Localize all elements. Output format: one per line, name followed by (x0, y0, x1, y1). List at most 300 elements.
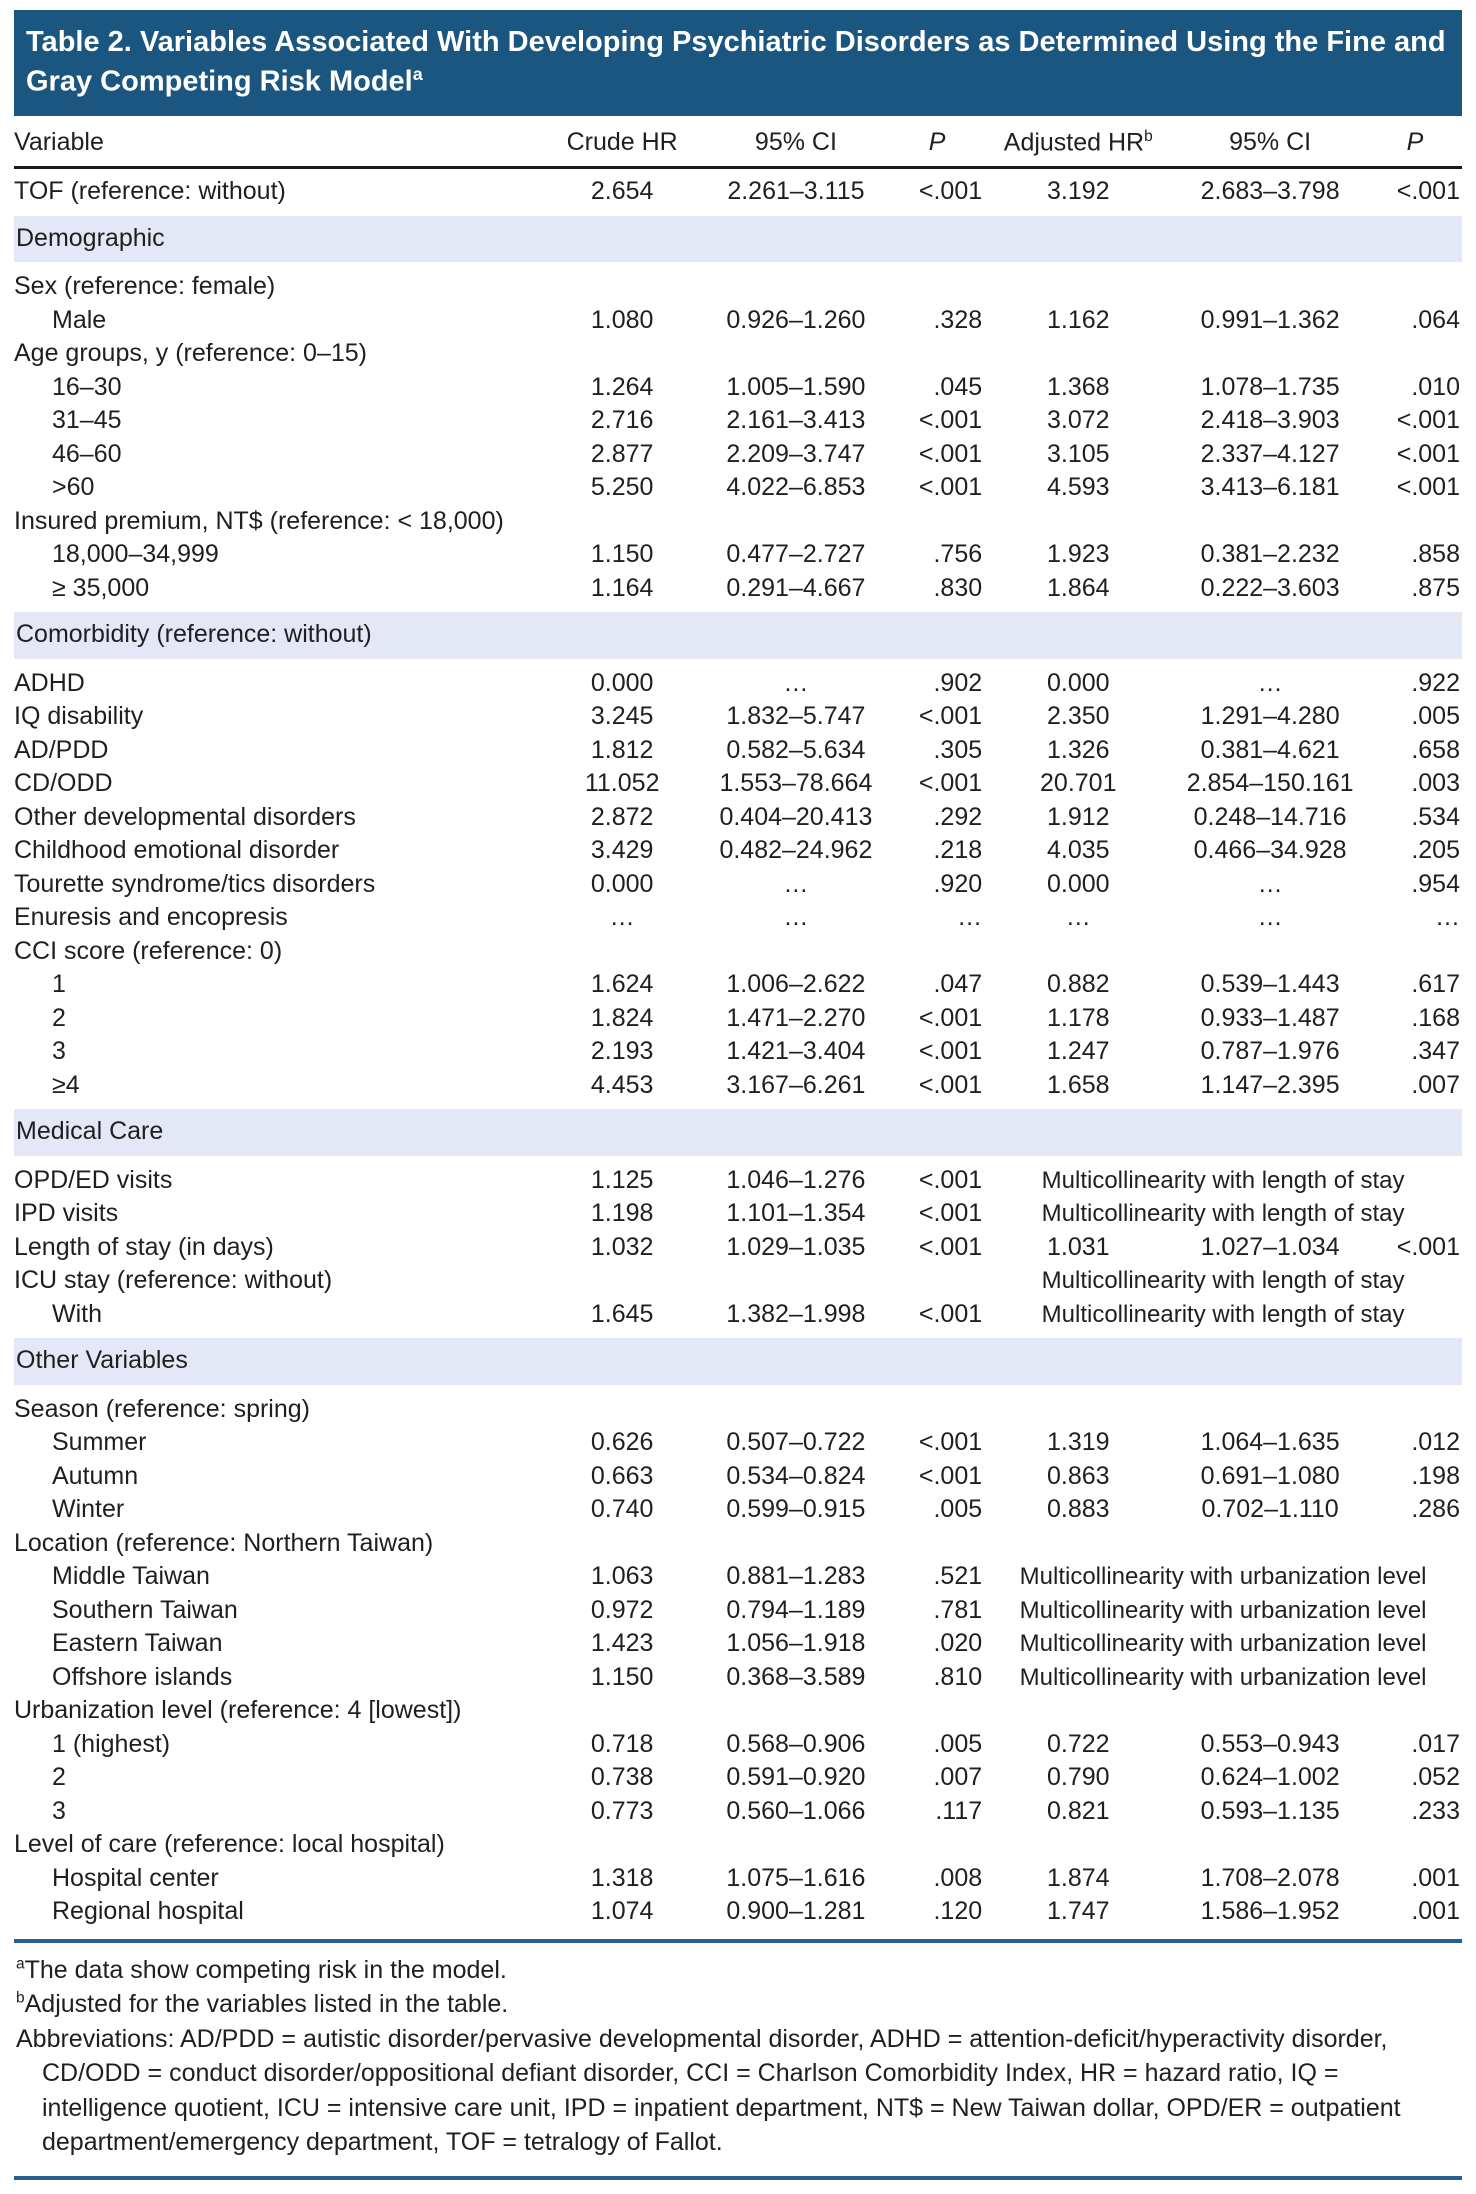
row-label: CCI score (reference: 0) (14, 936, 283, 965)
row-label: Season (reference: spring) (14, 1394, 310, 1423)
row-label: 16–30 (52, 372, 122, 401)
value-cell: 0.900–1.281 (726, 1897, 866, 1926)
value-cell: 0.560–1.066 (726, 1796, 866, 1825)
value-cell (702, 1264, 890, 1298)
value-cell: 1.319 (1046, 1428, 1110, 1457)
row-label: 2 (52, 1763, 66, 1792)
value-cell: <.001 (918, 1461, 983, 1490)
value-cell: <.001 (918, 1232, 983, 1261)
table-row (14, 734, 1462, 768)
row-label: With (52, 1299, 102, 1328)
section-label: Other Variables (14, 1335, 1462, 1389)
value-cell: 1.824 (590, 1003, 654, 1032)
table-row (14, 168, 1462, 213)
value-cell: <.001 (918, 1428, 983, 1457)
value-cell: <.001 (1396, 439, 1460, 468)
footnote-b-marker: b (16, 1989, 25, 2007)
table-row (14, 1828, 1462, 1862)
value-cell: 1.553–78.664 (719, 769, 873, 798)
value-cell: 1.864 (1046, 573, 1110, 602)
table-row (14, 767, 1462, 801)
row-label: IQ disability (14, 702, 144, 731)
value-cell: 1.421–3.404 (726, 1037, 866, 1066)
value-cell: 0.702–1.110 (1201, 1495, 1339, 1524)
value-cell: .658 (1411, 735, 1460, 764)
value-cell: 1.368 (1046, 372, 1110, 401)
value-cell: 0.582–5.634 (726, 735, 866, 764)
column-header-p-crude: P (890, 116, 984, 168)
value-cell: 1.075–1.616 (726, 1863, 866, 1892)
value-cell: .005 (1411, 702, 1460, 731)
value-cell: 0.738 (590, 1763, 654, 1792)
row-label: OPD/ED visits (14, 1165, 173, 1194)
value-cell: 1.198 (590, 1199, 654, 1228)
value-cell: .305 (933, 735, 983, 764)
value-cell: 0.624–1.002 (1200, 1763, 1340, 1792)
value-cell: 2.209–3.747 (726, 439, 866, 468)
value-cell: 0.663 (590, 1461, 654, 1490)
value-cell: 2.877 (590, 439, 654, 468)
table-row (14, 1264, 1462, 1298)
value-cell: .005 (933, 1495, 983, 1524)
value-cell: 0.222–3.603 (1200, 573, 1340, 602)
row-label: 31–45 (52, 406, 122, 435)
value-cell: .120 (933, 1897, 983, 1926)
value-cell: 1.318 (590, 1863, 654, 1892)
value-cell: … (783, 869, 809, 898)
value-cell: 0.863 (1046, 1461, 1110, 1490)
value-cell: 1.056–1.918 (726, 1629, 866, 1658)
table-row (14, 1862, 1462, 1896)
value-cell: 11.052 (584, 769, 660, 798)
table-row (14, 1493, 1462, 1527)
table-row (14, 968, 1462, 1002)
row-label: Regional hospital (52, 1897, 244, 1926)
row-label: Middle Taiwan (52, 1562, 210, 1591)
value-cell: .781 (933, 1595, 983, 1624)
value-cell: 0.534–0.824 (726, 1461, 866, 1490)
footnote-abbreviations: Abbreviations: AD/PDD = autistic disorder/pervasive developmental disorder, ADHD = attention-deficit/hyperactivity disorder, CD/ODD = conduct disorder/oppositional defiant disorder, CCI = Charlson Comorbidity Index, HR = hazard ratio, IQ = intelligence quotient, ICU = intensive care unit, IPD = inpatient department, NT$ = New Taiwan dollar, OPD/ER = outpatient department/emergency department, TOF = tetralogy of Fallot. (16, 2024, 1401, 2157)
row-label: ≥ 35,000 (52, 573, 150, 602)
value-cell: … (783, 903, 809, 932)
value-cell: .001 (1411, 1897, 1460, 1926)
value-cell: <.001 (918, 1299, 983, 1328)
value-cell: 3.245 (590, 702, 654, 731)
row-label: Southern Taiwan (52, 1595, 238, 1624)
value-cell: .020 (933, 1629, 983, 1658)
value-cell: 1.147–2.395 (1200, 1070, 1340, 1099)
value-cell: <.001 (918, 702, 983, 731)
section-label: Demographic (14, 212, 1462, 266)
table-row (14, 1527, 1462, 1561)
value-cell: 0.626 (590, 1428, 654, 1457)
row-label: Sex (reference: female) (14, 272, 276, 301)
table-row (14, 1895, 1462, 1929)
table-row (14, 1795, 1462, 1829)
table-row (14, 505, 1462, 539)
value-cell: 1.162 (1046, 305, 1110, 334)
value-cell: .007 (933, 1763, 983, 1792)
section-label: Medical Care (14, 1106, 1462, 1160)
table-row (14, 1298, 1462, 1335)
value-cell: 0.466–34.928 (1193, 836, 1347, 865)
value-cell: 1.586–1.952 (1200, 1897, 1340, 1926)
table-row (14, 1035, 1462, 1069)
value-cell: 1.006–2.622 (726, 970, 866, 999)
column-header-adjusted-hr: Adjusted $HR^b$ (984, 116, 1172, 168)
multicollinearity-note: Multicollinearity with urbanization level (1019, 1630, 1427, 1658)
section-row (14, 212, 1462, 266)
value-cell: 1.812 (590, 735, 654, 764)
row-label: Other developmental disorders (14, 802, 356, 831)
table-row (14, 1231, 1462, 1265)
row-label: Age groups, y (reference: 0–15) (14, 339, 367, 368)
row-label: 3 (52, 1796, 66, 1825)
value-cell: … (783, 668, 809, 697)
value-cell: .756 (933, 540, 983, 569)
value-cell: 4.022–6.853 (726, 473, 866, 502)
table-row (14, 471, 1462, 505)
value-cell: 2.193 (590, 1037, 654, 1066)
value-cell: 0.740 (590, 1495, 654, 1524)
value-cell: 0.482–24.962 (719, 836, 873, 865)
table-row (14, 1389, 1462, 1427)
value-cell: <.001 (918, 1003, 983, 1032)
value-cell: … (957, 903, 983, 932)
value-cell: 1.046–1.276 (726, 1165, 866, 1194)
value-cell: .292 (933, 802, 983, 831)
table-row (14, 1426, 1462, 1460)
value-cell: 0.933–1.487 (1200, 1003, 1340, 1032)
value-cell: 2.854–150.161 (1186, 769, 1354, 798)
table-title-bar (14, 10, 1462, 116)
value-cell: <.001 (1396, 177, 1460, 206)
table-header-row (14, 116, 1462, 168)
row-label: Urbanization level (reference: 4 [lowest]) (14, 1696, 462, 1725)
table-row (14, 935, 1462, 969)
column-header-ci95-adjusted: 95% CI (1172, 116, 1367, 168)
table-row (14, 1694, 1462, 1728)
table-title: Table 2. Variables Associated With Developing Psychiatric Disorders as Determined Using the Fine and Gray Competing Risk Model (26, 26, 1446, 98)
table-row (14, 1661, 1462, 1695)
value-cell: 1.747 (1046, 1897, 1110, 1926)
value-cell: .286 (1411, 1495, 1460, 1524)
value-cell: .902 (933, 668, 983, 697)
value-cell: 1.074 (590, 1897, 654, 1926)
row-label: 2 (52, 1003, 66, 1032)
value-cell: .858 (1411, 540, 1460, 569)
value-cell: 1.063 (590, 1562, 654, 1591)
empty-cells (543, 266, 1462, 304)
value-cell: .875 (1411, 573, 1460, 602)
value-cell: 0.248–14.716 (1193, 802, 1347, 831)
table-row (14, 1560, 1462, 1594)
value-cell: 0.882 (1046, 970, 1110, 999)
value-cell: .198 (1411, 1461, 1460, 1490)
value-cell: 0.000 (1046, 869, 1110, 898)
section-label: Comorbidity (reference: without) (14, 609, 1462, 663)
table-row (14, 868, 1462, 902)
value-cell: .617 (1411, 970, 1460, 999)
value-cell: 0.591–0.920 (726, 1763, 866, 1792)
footnotes (14, 1939, 1462, 2180)
row-label: Length of stay (in days) (14, 1232, 274, 1261)
value-cell: <.001 (918, 406, 983, 435)
value-cell: <.001 (918, 1037, 983, 1066)
value-cell: .017 (1411, 1729, 1460, 1758)
value-cell: <.001 (1396, 1232, 1460, 1261)
row-label: Level of care (reference: local hospital) (14, 1830, 445, 1859)
row-label: 1 (52, 970, 66, 999)
table-row (14, 538, 1462, 572)
value-cell: 2.654 (590, 177, 654, 206)
adjusted-hr-footnote-marker: b (1144, 127, 1153, 145)
value-cell: 0.477–2.727 (726, 540, 866, 569)
value-cell: 4.593 (1046, 473, 1110, 502)
value-cell: … (609, 903, 635, 932)
value-cell: .922 (1411, 668, 1460, 697)
value-cell: 2.261–3.115 (727, 177, 865, 206)
value-cell: 0.794–1.189 (726, 1595, 866, 1624)
value-cell: 1.471–2.270 (726, 1003, 866, 1032)
value-cell: <.001 (918, 473, 983, 502)
row-label: Insured premium, NT$ (reference: < 18,000) (14, 506, 504, 535)
value-cell: <.001 (1396, 406, 1460, 435)
value-cell: 1.247 (1046, 1037, 1110, 1066)
value-cell: 3.072 (1046, 406, 1110, 435)
value-cell: 1.178 (1046, 1003, 1110, 1032)
value-cell: 1.624 (590, 970, 654, 999)
value-cell: <.001 (918, 1165, 983, 1194)
value-cell: 20.701 (1040, 769, 1117, 798)
value-cell (890, 1264, 984, 1298)
table-body (14, 168, 1462, 1929)
value-cell: 1.382–1.998 (726, 1299, 866, 1328)
column-header-ci95-crude: 95% CI (702, 116, 890, 168)
value-cell: 2.716 (590, 406, 654, 435)
value-cell: 0.718 (590, 1729, 654, 1758)
value-cell: 1.658 (1046, 1070, 1110, 1099)
value-cell: 3.192 (1046, 177, 1110, 206)
value-cell: 0.539–1.443 (1200, 970, 1340, 999)
value-cell: <.001 (1396, 473, 1460, 502)
value-cell: 0.821 (1046, 1796, 1110, 1825)
value-cell: .830 (933, 573, 983, 602)
value-cell: 1.164 (590, 573, 654, 602)
value-cell: 0.381–2.232 (1200, 540, 1340, 569)
table-row (14, 1069, 1462, 1106)
value-cell: 0.291–4.667 (726, 573, 866, 602)
row-label: Eastern Taiwan (52, 1629, 223, 1658)
value-cell (543, 1264, 702, 1298)
value-cell: 1.708–2.078 (1200, 1863, 1340, 1892)
value-cell: 2.418–3.903 (1200, 406, 1340, 435)
value-cell: 0.593–1.135 (1200, 1796, 1340, 1825)
value-cell: 0.881–1.283 (726, 1562, 866, 1591)
value-cell: 0.926–1.260 (726, 305, 866, 334)
value-cell: .007 (1411, 1070, 1460, 1099)
value-cell: .347 (1411, 1037, 1460, 1066)
value-cell: … (1257, 903, 1283, 932)
table-row (14, 1002, 1462, 1036)
value-cell: .005 (933, 1729, 983, 1758)
column-header-p-adjusted: P (1368, 116, 1462, 168)
value-cell: 0.381–4.621 (1200, 735, 1340, 764)
row-label: Location (reference: Northern Taiwan) (14, 1528, 434, 1557)
row-label: Winter (52, 1495, 125, 1524)
row-label: ICU stay (reference: without) (14, 1266, 333, 1295)
footnote-a-marker: a (16, 1955, 25, 1973)
row-label: Enuresis and encopresis (14, 903, 288, 932)
value-cell: 1.423 (590, 1629, 654, 1658)
multicollinearity-note: Multicollinearity with urbanization level (1019, 1663, 1427, 1691)
value-cell: 0.000 (590, 869, 654, 898)
empty-cells (543, 1389, 1462, 1427)
value-cell: 0.883 (1046, 1495, 1110, 1524)
value-cell: 1.005–1.590 (726, 372, 866, 401)
multicollinearity-note: Multicollinearity with length of stay (1041, 1200, 1405, 1228)
table-row (14, 801, 1462, 835)
value-cell: … (1257, 869, 1283, 898)
value-cell: .920 (933, 869, 983, 898)
column-header-crude-hr: Crude HR (543, 116, 702, 168)
footnote-a: $^a$The data show competing risk in the model. (16, 1955, 507, 1984)
value-cell: 0.000 (590, 668, 654, 697)
value-cell: 5.250 (590, 473, 654, 502)
value-cell: <.001 (918, 769, 983, 798)
value-cell: .810 (933, 1662, 983, 1691)
value-cell: 0.507–0.722 (726, 1428, 866, 1457)
value-cell: 0.599–0.915 (726, 1495, 866, 1524)
value-cell: .045 (933, 372, 983, 401)
table-row (14, 1197, 1462, 1231)
table-row (14, 266, 1462, 304)
value-cell: .521 (933, 1562, 983, 1591)
row-label: Offshore islands (52, 1662, 233, 1691)
multicollinearity-note: Multicollinearity with urbanization level (1019, 1596, 1427, 1624)
value-cell: 2.350 (1046, 702, 1110, 731)
table-title-footnote-marker: a (412, 64, 423, 85)
empty-cells (543, 935, 1462, 969)
value-cell: <.001 (918, 177, 983, 206)
value-cell: .047 (933, 970, 983, 999)
value-cell: .117 (935, 1796, 983, 1825)
value-cell: 1.326 (1046, 735, 1110, 764)
multicollinearity-note: Multicollinearity with length of stay (1041, 1166, 1405, 1194)
value-cell: 0.568–0.906 (726, 1729, 866, 1758)
table-row (14, 337, 1462, 371)
value-cell: 1.645 (590, 1299, 654, 1328)
row-label: CD/ODD (14, 769, 113, 798)
row-label: 18,000–34,999 (52, 540, 219, 569)
value-cell: 4.035 (1046, 836, 1110, 865)
value-cell: 1.032 (590, 1232, 654, 1261)
value-cell: .003 (1411, 769, 1460, 798)
table-row (14, 1460, 1462, 1494)
table-row (14, 404, 1462, 438)
value-cell: 1.923 (1046, 540, 1110, 569)
value-cell: 1.874 (1046, 1863, 1110, 1892)
section-row (14, 1335, 1462, 1389)
table-row (14, 901, 1462, 935)
value-cell: .012 (1411, 1428, 1460, 1457)
row-label: >60 (52, 473, 95, 502)
value-cell: 1.264 (590, 372, 654, 401)
table-row (14, 1627, 1462, 1661)
value-cell: 0.000 (1046, 668, 1110, 697)
value-cell: .008 (933, 1863, 983, 1892)
value-cell: <.001 (918, 1199, 983, 1228)
value-cell: .534 (1411, 802, 1460, 831)
table-row (14, 438, 1462, 472)
value-cell: .010 (1411, 372, 1460, 401)
table-row (14, 663, 1462, 701)
table-row (14, 1761, 1462, 1795)
value-cell: 1.150 (590, 540, 654, 569)
value-cell: … (1435, 903, 1460, 932)
value-cell: 3.429 (590, 836, 654, 865)
column-header-variable: Variable (14, 116, 543, 168)
value-cell: 2.683–3.798 (1200, 177, 1340, 206)
value-cell: 1.150 (590, 1662, 654, 1691)
table-row (14, 371, 1462, 405)
value-cell: <.001 (918, 1070, 983, 1099)
value-cell: 0.972 (590, 1595, 654, 1624)
value-cell: 0.991–1.362 (1200, 305, 1340, 334)
value-cell: 1.078–1.735 (1200, 372, 1340, 401)
row-label: Hospital center (52, 1863, 219, 1892)
value-cell: 3.413–6.181 (1200, 473, 1340, 502)
row-label: 3 (52, 1037, 66, 1066)
value-cell: 1.080 (590, 305, 654, 334)
row-label: AD/PDD (14, 735, 109, 764)
row-label: Summer (52, 1428, 147, 1457)
empty-cells (543, 1828, 1462, 1862)
multicollinearity-note: Multicollinearity with length of stay (1041, 1267, 1405, 1295)
empty-cells (543, 1527, 1462, 1561)
value-cell: 0.691–1.080 (1200, 1461, 1340, 1490)
value-cell: 0.773 (590, 1796, 654, 1825)
value-cell: 2.337–4.127 (1200, 439, 1340, 468)
value-cell: 1.027–1.034 (1200, 1232, 1340, 1261)
value-cell: 0.790 (1046, 1763, 1110, 1792)
value-cell: 2.161–3.413 (726, 406, 866, 435)
value-cell: 1.031 (1046, 1232, 1110, 1261)
table-row (14, 304, 1462, 338)
value-cell: … (1257, 668, 1283, 697)
value-cell: 1.064–1.635 (1200, 1428, 1340, 1457)
row-label: Male (52, 305, 107, 334)
value-cell: 1.291–4.280 (1200, 702, 1340, 731)
value-cell: 3.167–6.261 (726, 1070, 866, 1099)
value-cell: .052 (1411, 1763, 1460, 1792)
value-cell: .168 (1411, 1003, 1460, 1032)
value-cell: 0.553–0.943 (1200, 1729, 1340, 1758)
value-cell: <.001 (918, 439, 983, 468)
section-row (14, 1106, 1462, 1160)
value-cell: 0.787–1.976 (1200, 1037, 1340, 1066)
section-row (14, 609, 1462, 663)
table-row (14, 1594, 1462, 1628)
value-cell: .205 (1411, 836, 1460, 865)
empty-cells (543, 1694, 1462, 1728)
value-cell: 1.029–1.035 (726, 1232, 866, 1261)
value-cell: 0.722 (1046, 1729, 1110, 1758)
row-label: 46–60 (52, 439, 122, 468)
value-cell: … (1065, 903, 1091, 932)
value-cell: .001 (1411, 1863, 1460, 1892)
table-row (14, 1160, 1462, 1198)
